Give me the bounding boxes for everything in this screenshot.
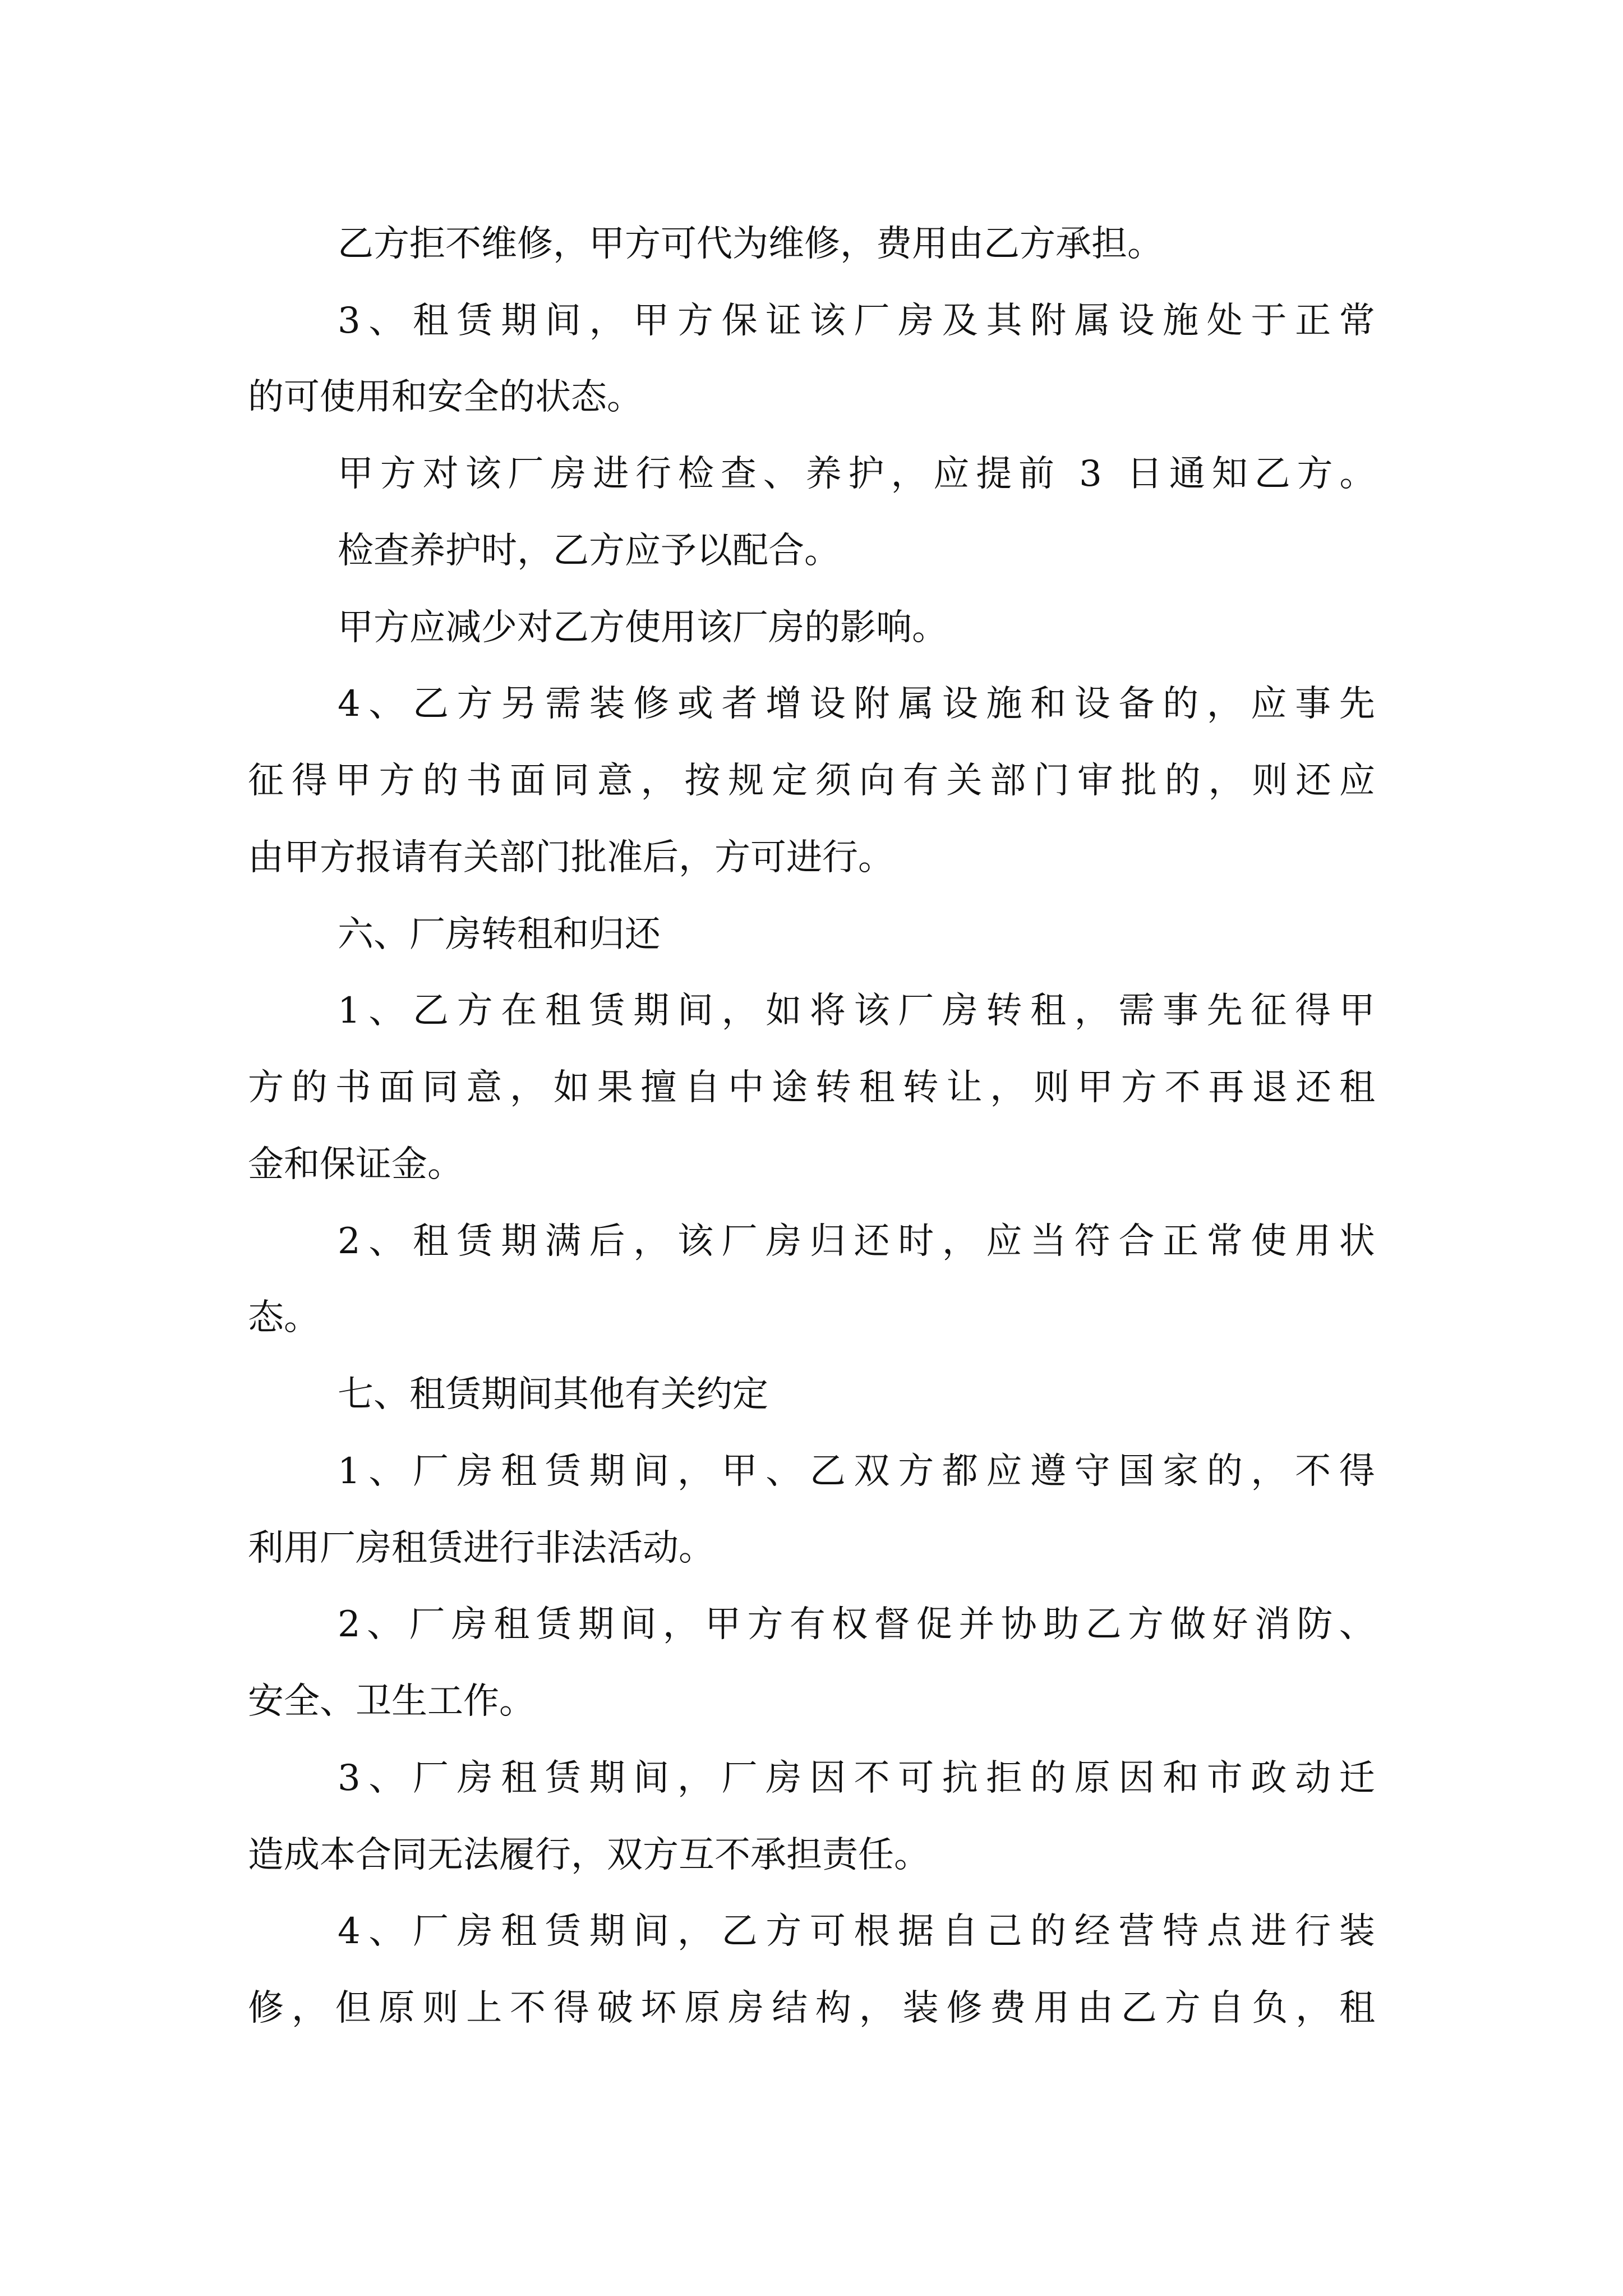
paragraph-line: 甲方对该厂房进行检查、养护，应提前 3 日通知乙方。 xyxy=(338,453,1382,495)
paragraph-line: 安全、卫生工作。 xyxy=(248,1681,535,1722)
section-heading: 七、租赁期间其他有关约定 xyxy=(338,1374,768,1415)
paragraph-line: 1、厂房租赁期间，甲、乙双方都应遵守国家的，不得 xyxy=(338,1451,1384,1492)
paragraph-line: 检查养护时，乙方应予以配合。 xyxy=(338,530,840,572)
section-heading: 六、厂房转租和归还 xyxy=(338,914,661,955)
paragraph-line: 3、厂房租赁期间，厂房因不可抗拒的原因和市政动迁 xyxy=(338,1757,1384,1799)
paragraph-line: 方的书面同意，如果擅自中途转租转让，则甲方不再退还租 xyxy=(248,1067,1383,1108)
paragraph-line: 2、厂房租赁期间，甲方有权督促并协助乙方做好消防、 xyxy=(338,1604,1382,1645)
paragraph-line: 金和保证金。 xyxy=(248,1144,463,1185)
paragraph-line: 2、租赁期满后，该厂房归还时，应当符合正常使用状 xyxy=(338,1221,1384,1262)
paragraph-line: 4、厂房租赁期间，乙方可根据自己的经营特点进行装 xyxy=(338,1911,1384,1952)
paragraph-line: 态。 xyxy=(248,1297,320,1338)
paragraph-line: 3、租赁期间，甲方保证该厂房及其附属设施处于正常 xyxy=(338,300,1384,342)
paragraph-line: 乙方拒不维修，甲方可代为维修，费用由乙方承担。 xyxy=(338,223,1163,265)
paragraph-line: 由甲方报请有关部门批准后，方可进行。 xyxy=(248,837,894,878)
paragraph-line: 征得甲方的书面同意，按规定须向有关部门审批的，则还应 xyxy=(248,760,1383,802)
paragraph-line: 1、乙方在租赁期间，如将该厂房转租，需事先征得甲 xyxy=(338,990,1384,1032)
paragraph-line: 利用厂房租赁进行非法活动。 xyxy=(248,1527,714,1569)
paragraph-line: 造成本合同无法履行，双方互不承担责任。 xyxy=(248,1834,930,1876)
paragraph-line: 修，但原则上不得破坏原房结构，装修费用由乙方自负，租 xyxy=(248,1987,1383,2029)
paragraph-line: 的可使用和安全的状态。 xyxy=(248,376,643,418)
paragraph-line: 甲方应减少对乙方使用该厂房的影响。 xyxy=(338,607,948,648)
paragraph-line: 4、乙方另需装修或者增设附属设施和设备的，应事先 xyxy=(338,683,1384,725)
